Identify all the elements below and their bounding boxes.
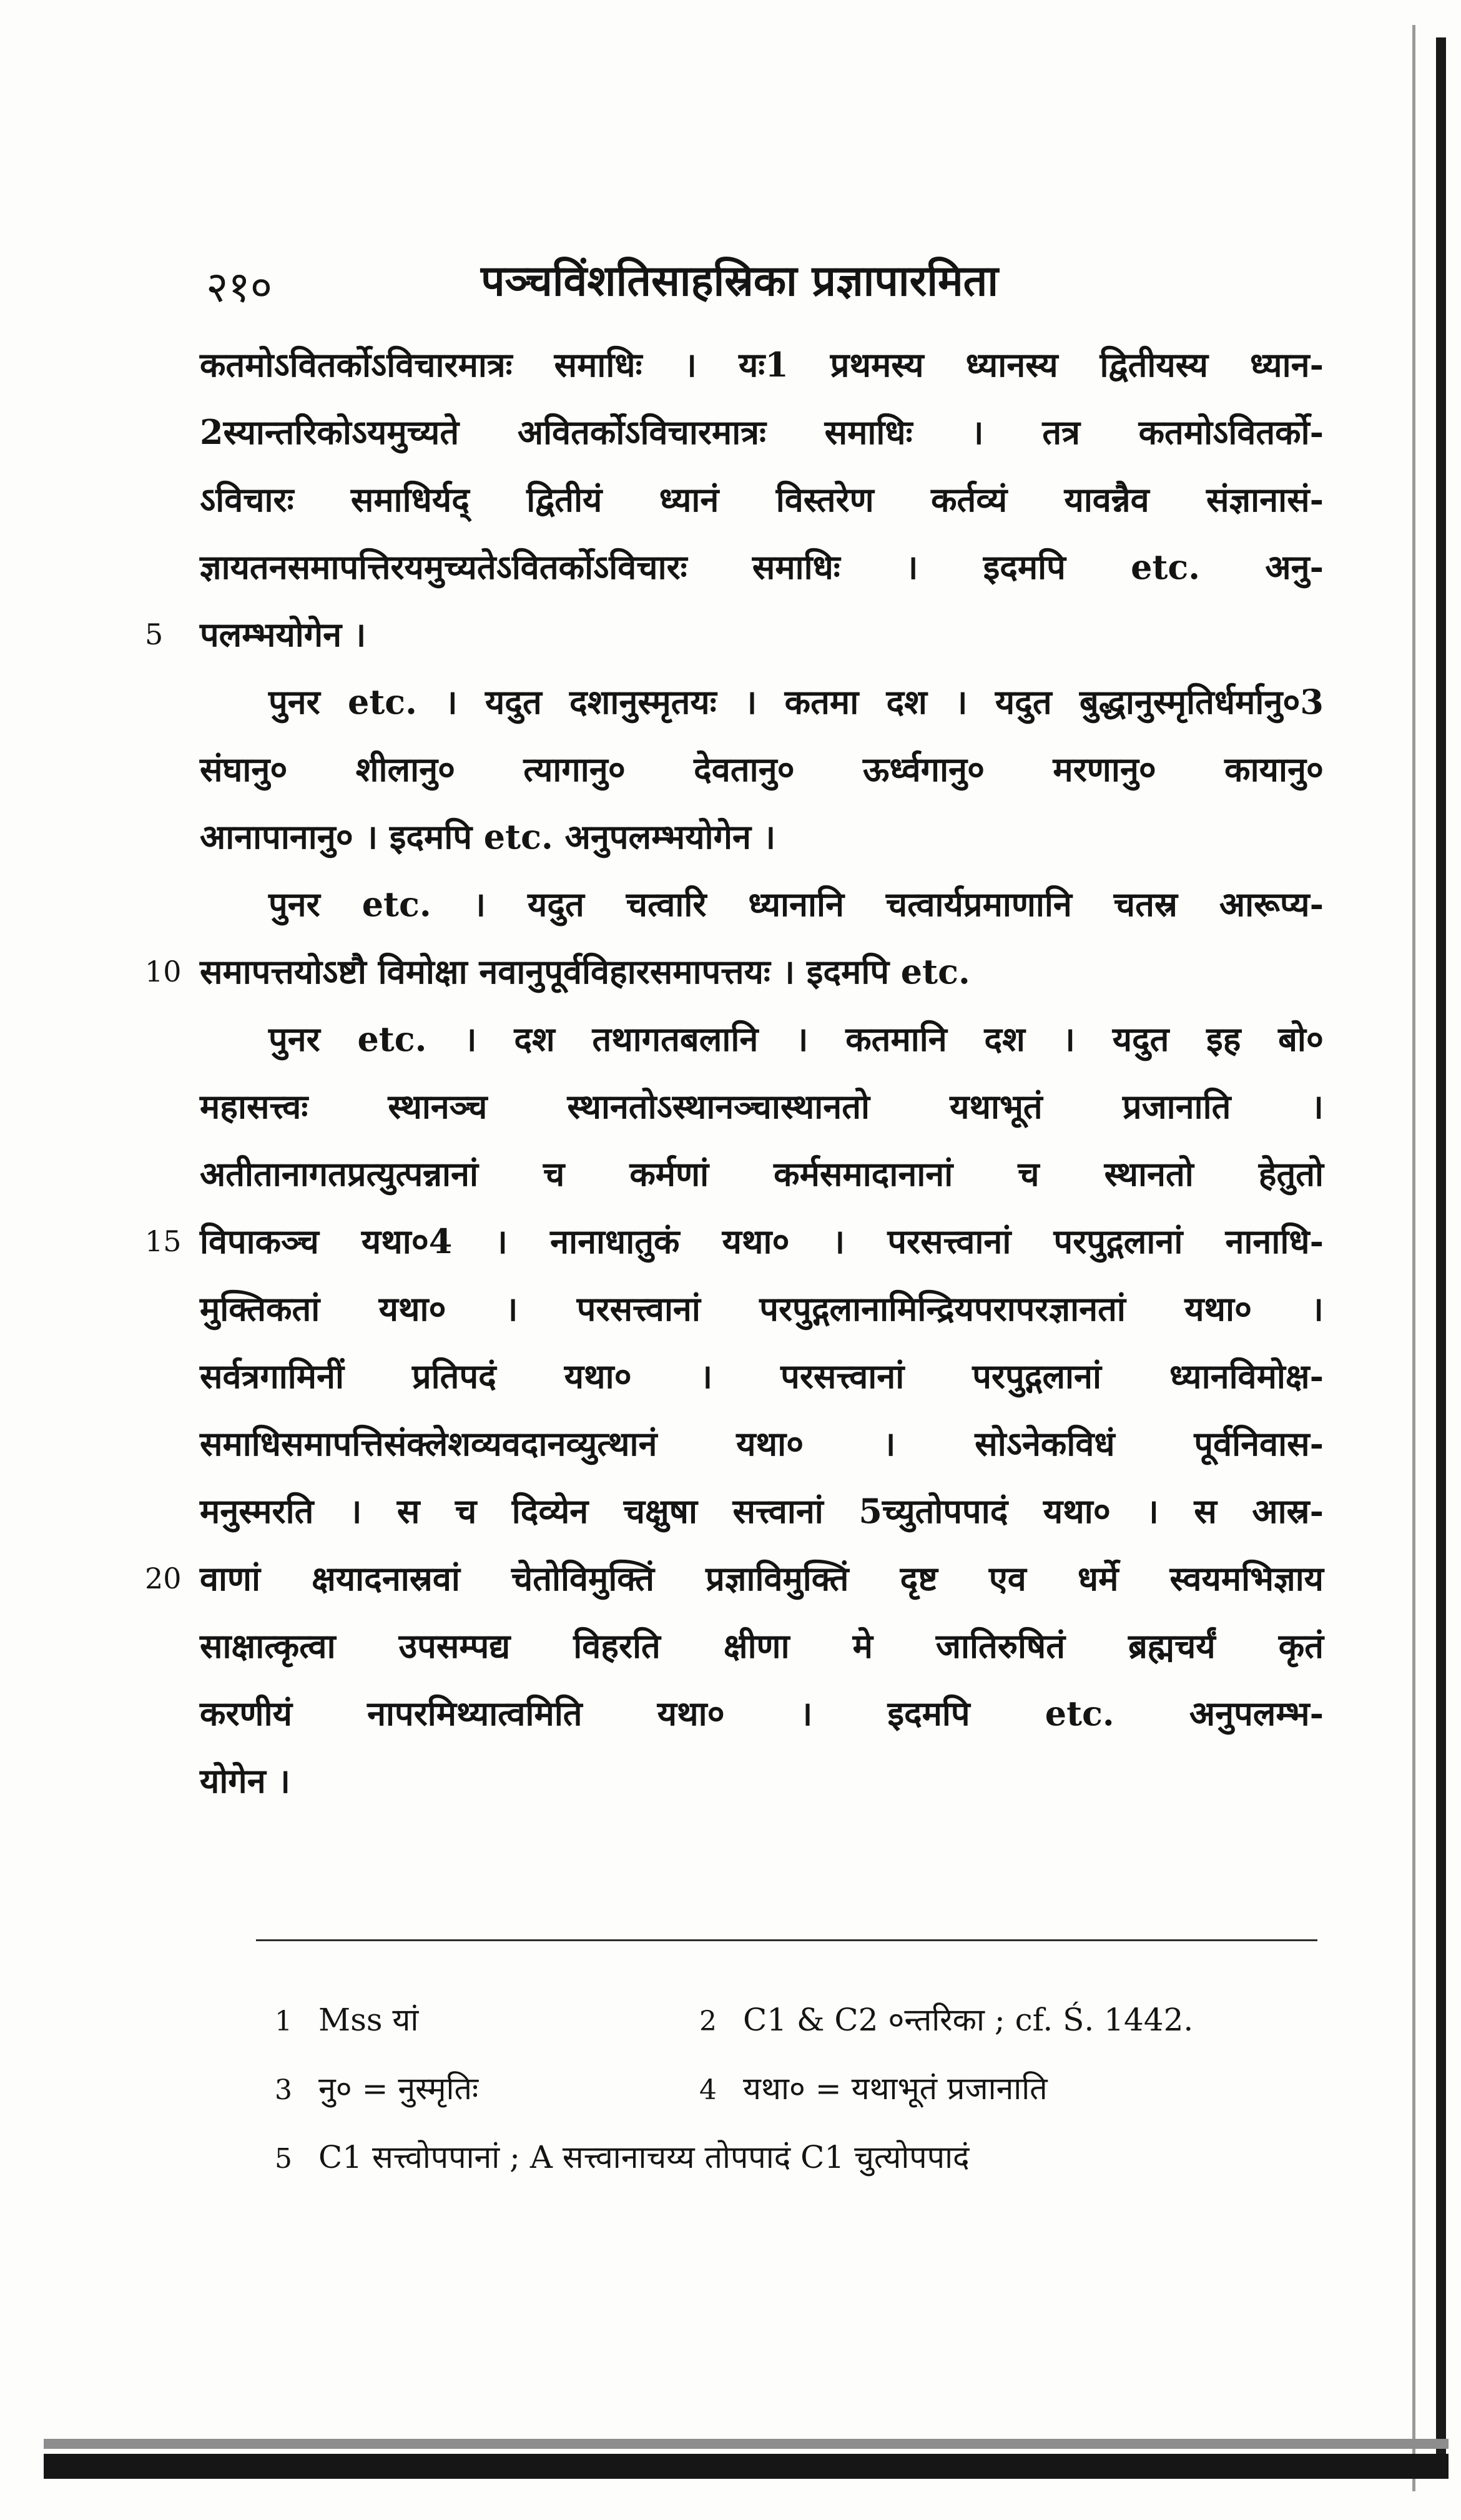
text-line [200, 668, 1324, 736]
footnotes [275, 1986, 1336, 2192]
page-right-border [1436, 37, 1446, 2473]
line-text: पलम्भयोगेन । [200, 614, 366, 654]
text-line [145, 1208, 1324, 1275]
page-number: २१० [206, 263, 273, 312]
text-line [200, 803, 1324, 870]
footnote [275, 2054, 478, 2125]
line-text: समापत्तयोऽष्टौ विमोक्षा नवानुपूर्वविहारसमापत्तयः । इदमपि etc. [200, 952, 970, 992]
footnote-number: 5 [275, 2143, 292, 2175]
line-number: 20 [145, 1562, 182, 1595]
line-text: पुनर etc. । यदुत चत्वारि ध्यानानि चत्वार्यप्रमाणानि चतस्र आरूप्य- [268, 884, 1324, 924]
line-text: समाधिसमापत्तिसंक्लेशव्यवदानव्युत्थानं यथा० । सोऽनेकविधं पूर्वनिवास- [200, 1424, 1324, 1464]
text-line [200, 736, 1324, 803]
text-line [200, 1477, 1324, 1545]
footnote-text: यथा० = यथाभूतं प्रजानाति [743, 2070, 1048, 2107]
footnote [699, 1986, 1193, 2056]
line-text: कतमोऽवितर्कोऽविचारमात्रः समाधिः । यः1 प्रथमस्य ध्यानस्य द्वितीयस्य ध्यान- [200, 345, 1324, 385]
footnote-number: 3 [275, 2074, 292, 2106]
line-text: पुनर etc. । दश तथागतबलानि । कतमानि दश । यदुत इह बो० [268, 1019, 1324, 1059]
text-line [200, 870, 1324, 938]
footnote-text: C1 सत्त्वोपपानां ; A सत्त्वानाचय्य तोपपादं C1 चुत्योपपादं [318, 2139, 970, 2175]
line-text: आनापानानु० । इदमपि etc. अनुपलम्भयोगेन । [200, 817, 776, 857]
text-line [200, 1680, 1324, 1747]
line-text: अतीतानागतप्रत्युत्पन्नानां च कर्मणां कर्मसमादानानां च स्थानतो हेतुतो [200, 1154, 1324, 1194]
text-line [200, 1005, 1324, 1073]
text-line [200, 1140, 1324, 1208]
footnote-row [275, 2123, 1336, 2192]
footnote-text: C1 & C2 ०न्तरिका ; cf. Ś. 1442. [743, 2002, 1194, 2038]
footnote-rule [256, 1939, 1317, 1941]
line-number: 10 [145, 955, 182, 988]
line-text: सर्वत्रगामिनीं प्रतिपदं यथा० । परसत्त्वानां परपुद्गलानां ध्यानविमोक्ष- [200, 1356, 1324, 1396]
line-number: 5 [145, 618, 164, 651]
running-title: पञ्चविंशतिसाहस्रिका प्रज्ञापारमिता [481, 256, 998, 306]
line-text: करणीयं नापरमिथ्यात्वमिति यथा० । इदमपि etc. अनुपलम्भ- [200, 1693, 1324, 1733]
text-line [200, 466, 1324, 533]
text-line [200, 533, 1324, 601]
line-text: मुक्तिकतां यथा० । परसत्त्वानां परपुद्गलानामिन्द्रियपरापरज्ञानतां यथा० । [200, 1289, 1324, 1329]
text-line [145, 601, 1324, 668]
text-line [200, 1342, 1324, 1410]
footnote-row [275, 2054, 1336, 2123]
line-text: वाणां क्षयादनास्रवां चेतोविमुक्तिं प्रज्ञाविमुक्तिं दृष्ट एव धर्मे स्वयमभिज्ञाय [200, 1558, 1324, 1598]
footnote-row [275, 1986, 1336, 2054]
line-text: योगेन । [200, 1761, 290, 1801]
page-edge-shadow [1412, 25, 1415, 2491]
line-text: साक्षात्कृत्वा उपसम्पद्य विहरति क्षीणा मे जातिरुषितं ब्रह्मचर्यं कृतं [200, 1626, 1324, 1666]
line-text: विपाकञ्च यथा०4 । नानाधातुकं यथा० । परसत्त्वानां परपुद्गलानां नानाधि- [200, 1221, 1324, 1261]
text-line [200, 1073, 1324, 1140]
text-line [200, 1410, 1324, 1477]
line-text: ऽविचारः समाधिर्यद् द्वितीयं ध्यानं विस्तरेण कर्तव्यं यावन्नैव संज्ञानासं- [200, 480, 1324, 519]
line-text: पुनर etc. । यदुत दशानुस्मृतयः । कतमा दश । यदुत बुद्धानुस्मृतिर्धर्मानु०3 [268, 682, 1324, 722]
footnote-text: नु० = नुस्मृतिः [318, 2070, 479, 2107]
footnote [275, 1986, 418, 2056]
body-text [145, 331, 1324, 1814]
page-bottom-shadow [44, 2439, 1449, 2449]
line-number: 15 [145, 1224, 182, 1258]
footnote-number: 1 [275, 2006, 292, 2037]
line-text: 2स्यान्तरिकोऽयमुच्यते अवितर्कोऽविचारमात्रः समाधिः । तत्र कतमोऽवितर्को- [200, 412, 1324, 452]
footnote [699, 2054, 1048, 2125]
text-line [145, 938, 1324, 1005]
text-line [200, 1612, 1324, 1680]
footnote [275, 2123, 970, 2193]
page-header [206, 250, 1342, 318]
footnote-number: 2 [699, 2006, 717, 2037]
text-line [145, 1545, 1324, 1612]
footnote-text: Mss यां [318, 2002, 419, 2038]
text-line [200, 1747, 1324, 1814]
line-text: ज्ञायतनसमापत्तिरयमुच्यतेऽवितर्कोऽविचारः समाधिः । इदमपि etc. अनु- [200, 547, 1324, 587]
text-line [200, 398, 1324, 466]
line-text: संघानु० शीलानु० त्यागानु० देवतानु० ऊर्ध्वगानु० मरणानु० कायानु० [200, 749, 1324, 789]
text-line [200, 1275, 1324, 1342]
footnote-number: 4 [699, 2074, 717, 2106]
page-bottom-border [44, 2454, 1449, 2479]
line-text: मनुस्मरति । स च दिव्येन चक्षुषा सत्त्वानां 5च्युतोपपादं यथा० । स आस्र- [200, 1491, 1324, 1531]
text-line [200, 331, 1324, 398]
line-text: महासत्त्वः स्थानञ्च स्थानतोऽस्थानञ्चास्थानतो यथाभूतं प्रजानाति । [200, 1086, 1324, 1126]
